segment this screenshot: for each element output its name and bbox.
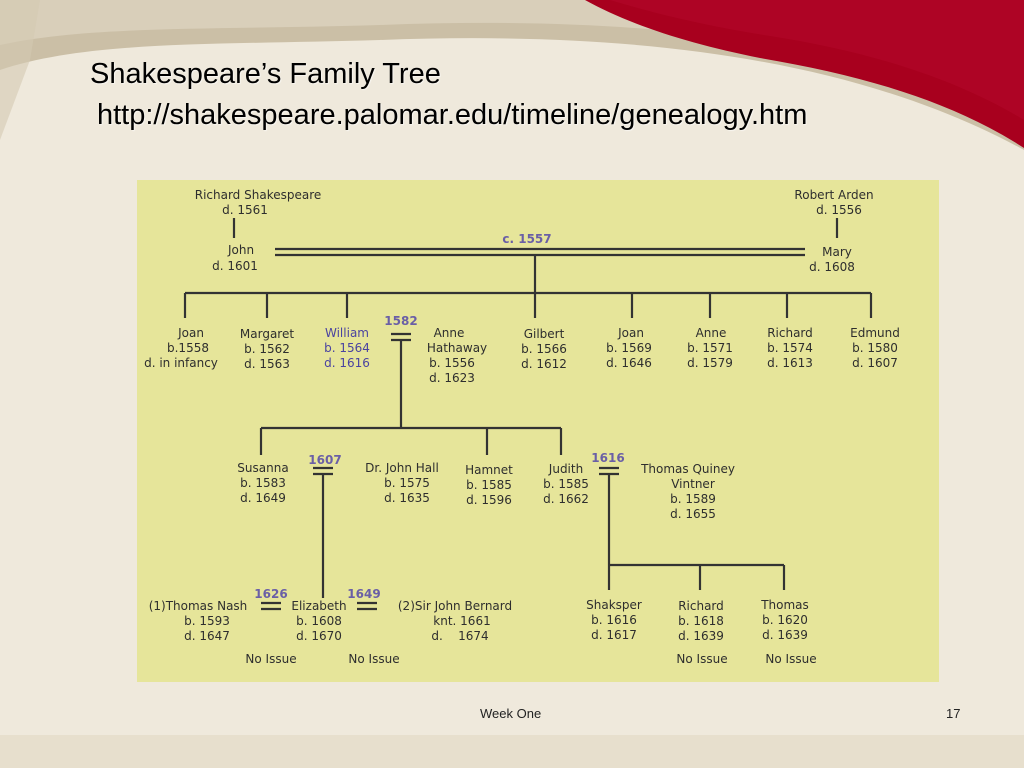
person-thomas-nash-name: (1)Thomas Nash xyxy=(148,599,248,613)
person-william-name: William xyxy=(325,326,369,340)
family-tree-panel xyxy=(137,180,939,682)
person-elizabeth-birth: b. 1608 xyxy=(296,614,342,628)
person-john-name: John xyxy=(227,243,255,257)
person-judith xyxy=(543,462,589,506)
person-joan-2-birth: b. 1569 xyxy=(606,341,652,355)
person-john-bernard-knighted: knt. 1661 xyxy=(433,614,491,628)
source-url: http://shakespeare.palomar.edu/timeline/genealogy.htm xyxy=(97,99,808,131)
person-thomas-q-death: d. 1639 xyxy=(762,628,808,642)
marriage-year-judith-quiney: 1616 xyxy=(591,451,625,465)
marriage-year-susanna-hall: 1607 xyxy=(308,453,342,467)
person-margaret xyxy=(240,327,294,371)
person-john-hall xyxy=(365,461,439,505)
person-john-hall-death: d. 1635 xyxy=(384,491,430,505)
person-john-bernard-death: d. 1674 xyxy=(431,629,489,643)
person-hamnet-death: d. 1596 xyxy=(466,493,512,507)
family-tree-diagram xyxy=(137,180,939,682)
person-margaret-name: Margaret xyxy=(239,327,295,341)
person-william-death: d. 1616 xyxy=(324,356,370,370)
person-gilbert-birth: b. 1566 xyxy=(521,342,567,356)
person-thomas-nash xyxy=(149,599,248,643)
person-shaksper-death: d. 1617 xyxy=(591,628,637,642)
person-thomas-quiney xyxy=(640,462,735,521)
person-anne-name: Anne xyxy=(695,326,727,340)
person-joan-1-birth: b.1558 xyxy=(167,341,209,355)
no-issue-bernard: No Issue xyxy=(348,652,400,666)
person-hamnet-name: Hamnet xyxy=(465,463,513,477)
person-edmund-death: d. 1607 xyxy=(852,356,898,370)
person-thomas-quiney-death: d. 1655 xyxy=(670,507,716,521)
person-thomas-quiney-birth: b. 1589 xyxy=(670,492,716,506)
person-susanna-death: d. 1649 xyxy=(240,491,286,505)
person-joan-2-death: d. 1646 xyxy=(606,356,652,370)
person-joan-1 xyxy=(144,326,218,370)
person-shaksper-name: Shaksper xyxy=(586,598,642,612)
no-issue-richard: No Issue xyxy=(676,652,728,666)
person-elizabeth xyxy=(291,599,346,643)
person-anne xyxy=(687,326,733,370)
person-mary-name: Mary xyxy=(822,245,852,259)
marriage-year-bernard: 1649 xyxy=(347,587,381,601)
person-joan-2-name: Joan xyxy=(618,326,644,340)
person-judith-death: d. 1662 xyxy=(543,492,589,506)
slide-number: 17 xyxy=(946,706,961,721)
person-robert-arden-death: d. 1556 xyxy=(816,203,862,217)
person-richard-shakespeare-death: d. 1561 xyxy=(222,203,268,217)
person-william xyxy=(324,326,370,370)
person-shaksper-birth: b. 1616 xyxy=(591,613,637,627)
person-gilbert-name: Gilbert xyxy=(523,327,565,341)
no-issue-thomas: No Issue xyxy=(765,652,817,666)
person-gilbert xyxy=(521,327,567,371)
person-thomas-nash-death: d. 1647 xyxy=(184,629,230,643)
person-edmund-name: Edmund xyxy=(850,326,900,340)
person-margaret-death: d. 1563 xyxy=(244,357,290,371)
person-joan-2 xyxy=(606,326,652,370)
person-shaksper xyxy=(586,598,642,642)
person-susanna-name: Susanna xyxy=(237,461,289,475)
marriage-year-nash: 1626 xyxy=(254,587,288,601)
person-susanna-birth: b. 1583 xyxy=(240,476,286,490)
person-susanna xyxy=(237,461,288,505)
person-anne-hathaway-surname: Hathaway xyxy=(426,341,488,355)
person-anne-hathaway-name: Anne xyxy=(433,326,465,340)
person-edmund-birth: b. 1580 xyxy=(852,341,898,355)
person-judith-name: Judith xyxy=(548,462,584,476)
tree-connectors xyxy=(185,218,871,609)
no-issue-nash: No Issue xyxy=(245,652,297,666)
person-hamnet xyxy=(465,463,513,507)
person-richard-birth: b. 1574 xyxy=(767,341,813,355)
person-elizabeth-death: d. 1670 xyxy=(296,629,342,643)
person-richard-quiney-birth: b. 1618 xyxy=(678,614,724,628)
person-anne-death: d. 1579 xyxy=(687,356,733,370)
person-john-hall-name: Dr. John Hall xyxy=(365,461,439,475)
person-richard-quiney-death: d. 1639 xyxy=(678,629,724,643)
person-richard-death: d. 1613 xyxy=(767,356,813,370)
slide-title: Shakespeare’s Family Tree xyxy=(90,58,441,90)
person-richard-name: Richard xyxy=(767,326,813,340)
person-william-birth: b. 1564 xyxy=(324,341,370,355)
person-richard xyxy=(767,326,813,370)
person-joan-1-death: d. in infancy xyxy=(144,356,218,370)
person-richard-shakespeare-name: Richard Shakespeare xyxy=(194,188,322,202)
person-gilbert-death: d. 1612 xyxy=(521,357,567,371)
person-richard-quiney xyxy=(678,599,724,643)
person-elizabeth-name: Elizabeth xyxy=(291,599,347,613)
person-margaret-birth: b. 1562 xyxy=(244,342,290,356)
person-john-death: d. 1601 xyxy=(212,259,258,273)
person-john-hall-birth: b. 1575 xyxy=(384,476,430,490)
person-anne-hathaway xyxy=(427,326,487,385)
person-thomas-q-name: Thomas xyxy=(761,598,809,612)
person-robert-arden-name: Robert Arden xyxy=(794,188,874,202)
person-edmund xyxy=(850,326,900,370)
person-thomas-quiney-occupation: Vintner xyxy=(671,477,715,491)
person-thomas-q-birth: b. 1620 xyxy=(762,613,808,627)
marriage-year-william-anne: 1582 xyxy=(384,314,418,328)
person-joan-1-name: Joan xyxy=(178,326,204,340)
person-john-bernard xyxy=(398,599,512,643)
person-hamnet-birth: b. 1585 xyxy=(466,478,512,492)
person-thomas-quiney-name: Thomas Quiney xyxy=(641,462,735,476)
person-thomas-quiney-son xyxy=(760,598,809,642)
person-anne-hathaway-death: d. 1623 xyxy=(429,371,475,385)
marriage-year-john-mary: c. 1557 xyxy=(502,232,552,246)
person-thomas-nash-birth: b. 1593 xyxy=(184,614,230,628)
person-john-bernard-name: (2)Sir John Bernard xyxy=(397,599,513,613)
person-richard-quiney-name: Richard xyxy=(678,599,724,613)
person-judith-birth: b. 1585 xyxy=(543,477,589,491)
slide-footer: Week One xyxy=(480,706,542,721)
person-anne-birth: b. 1571 xyxy=(687,341,733,355)
person-mary-death: d. 1608 xyxy=(809,260,855,274)
person-anne-hathaway-birth: b. 1556 xyxy=(429,356,475,370)
